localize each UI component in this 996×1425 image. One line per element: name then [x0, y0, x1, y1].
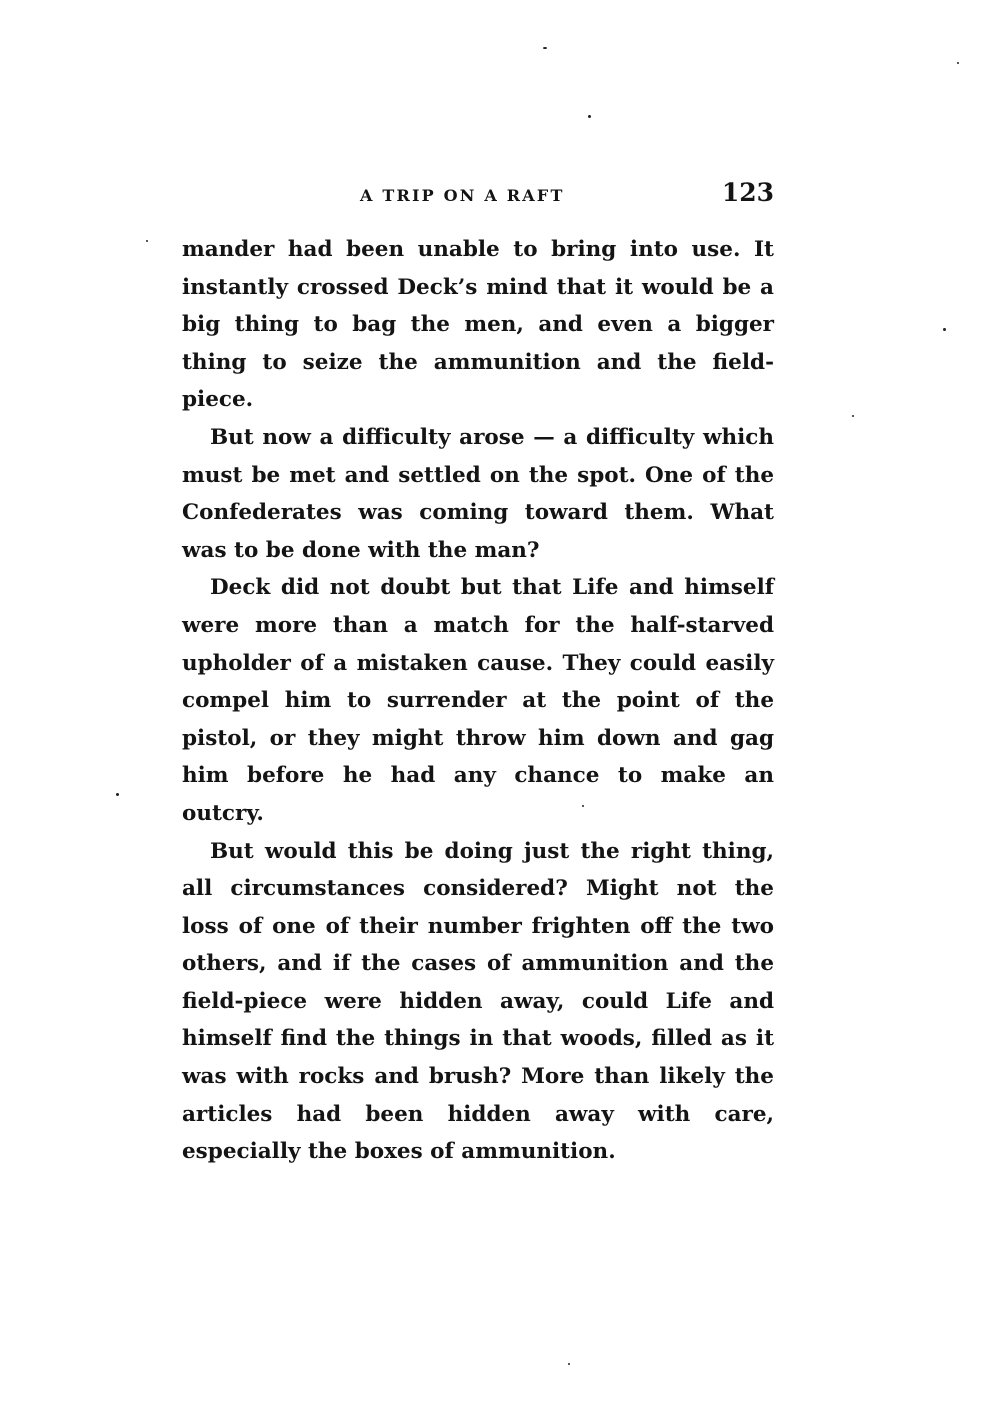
- scan-speck: [852, 415, 854, 417]
- paragraph-2: But now a difficulty arose — a difficulty which must be met and settled on the spot. One of the Confederates was coming toward them. What was to be done with the man?: [182, 424, 774, 563]
- body-text: [182, 231, 774, 1171]
- scan-speck: [568, 1363, 570, 1365]
- page-number: 123: [721, 178, 774, 207]
- paragraph-3: Deck did not doubt but that Life and himself were more than a match for the half-starved upholder of a mistaken cause. They could easily compel him to surrender at the point of the pistol, or they might throw him down and gag him before he had any chance to make an outcry.: [182, 575, 774, 826]
- scan-speck: [543, 47, 547, 49]
- running-title: A TRIP ON A RAFT: [360, 186, 565, 205]
- page-header: [182, 178, 774, 212]
- scan-speck: [116, 793, 119, 796]
- paragraph-1: mander had been unable to bring into use. It instantly crossed Deck’s mind that it would be a big thing to bag the men, and even a bigger thing to seize the ammunition and the field-piece.: [182, 237, 774, 413]
- scan-speck: [582, 805, 584, 807]
- paragraph-4: But would this be doing just the right thing, all circumstances considered? Might not the loss of one of their number frighten off the two others, and if the cases of ammunition and the field-piece were hidden away, could Life and himself find the things in that woods, filled as it was with rocks and brush? More than likely the articles had been hidden away with care, especially the boxes of ammunition.: [182, 838, 774, 1165]
- scan-speck: [588, 115, 591, 118]
- scan-speck: [146, 240, 148, 242]
- scan-speck: [943, 328, 946, 331]
- scan-speck: [957, 62, 959, 64]
